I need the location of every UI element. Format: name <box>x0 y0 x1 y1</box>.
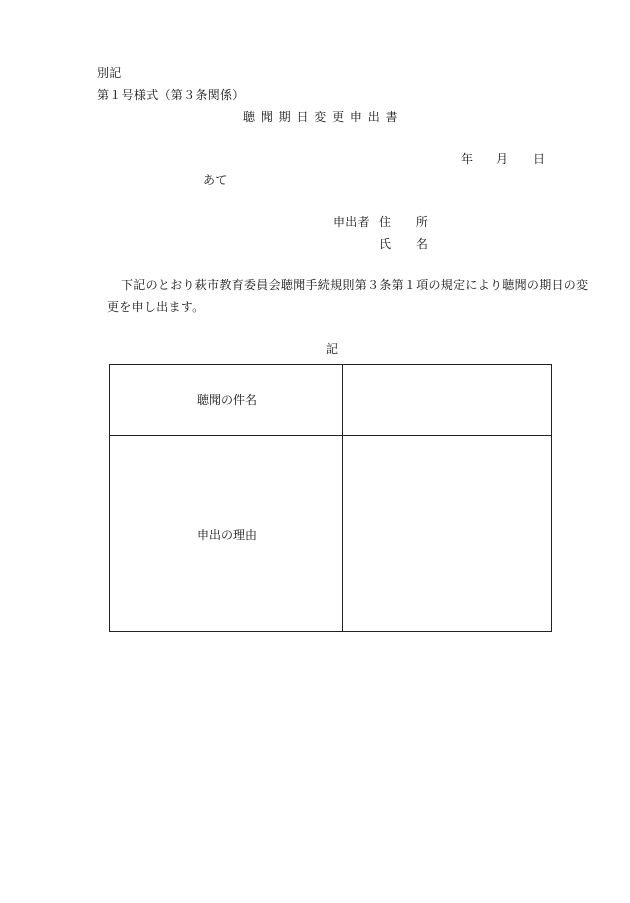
table-row-divider <box>110 435 551 436</box>
body-text-line2: 更を申し出ます。 <box>107 300 205 314</box>
form-table <box>109 364 552 632</box>
date-year-label: 年 <box>461 152 474 166</box>
body-text-line1: 下記のとおり萩市教育委員会聴聞手続規則第３条第１項の規定により聴聞の期日の変 <box>121 278 589 292</box>
annex-label: 別記 <box>97 66 122 80</box>
address-label: 住 所 <box>379 215 429 229</box>
document-title: 聴 聞 期 日 変 更 申 出 書 <box>243 110 399 124</box>
applicant-label: 申出者 <box>333 215 370 229</box>
ki-heading: 記 <box>326 342 339 356</box>
date-day-label: 日 <box>533 152 546 166</box>
addressee-suffix: あて <box>203 173 228 187</box>
form-number: 第１号様式（第３条関係） <box>97 88 245 102</box>
subject-label: 聴聞の件名 <box>197 393 258 407</box>
date-month-label: 月 <box>496 152 509 166</box>
table-column-divider <box>342 365 343 631</box>
name-label: 氏 名 <box>379 237 429 251</box>
reason-label: 申出の理由 <box>197 528 258 542</box>
